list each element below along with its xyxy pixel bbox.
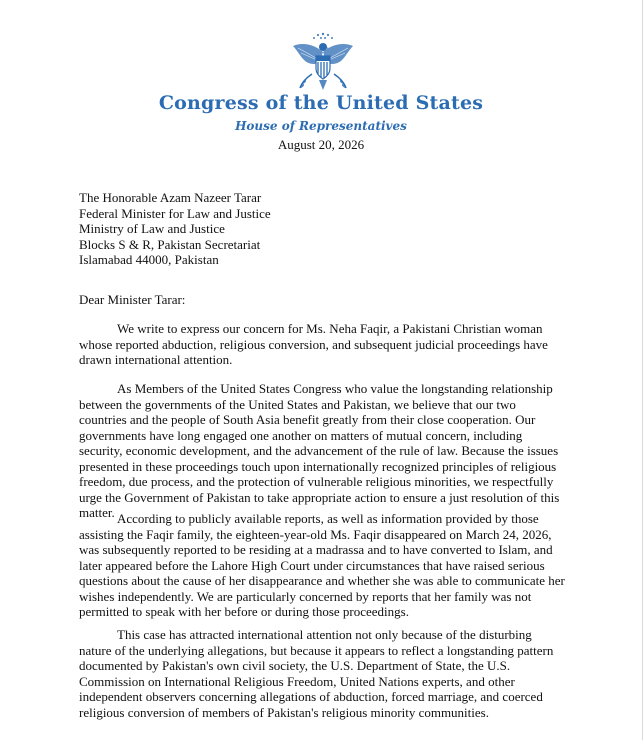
recipient-street: Blocks S & R, Pakistan Secretariat: [79, 236, 261, 252]
letter-date: August 20, 2026: [277, 137, 365, 152]
great-seal-eagle-icon: [290, 30, 356, 94]
recipient-name: The Honorable Azam Nazeer Tarar: [79, 190, 262, 205]
body-paragraph: We write to express our concern for Ms. Neha Faqir, a Pakistani Christian woman whose reported abduction, religious conversion, and subsequent judicial proceedings have drawn international attention.: [79, 321, 548, 367]
recipient-address: [79, 190, 271, 268]
recipient-title: Federal Minister for Law and Justice: [79, 205, 271, 221]
recipient-city: Islamabad 44000, Pakistan: [79, 252, 219, 267]
salutation: Dear Minister Tarar:: [79, 292, 186, 307]
body-paragraph: This case has attracted international attention not only because of the disturbing nature of the underlying allegations, but because it appears to reflect a longstanding pattern documented by Pakistan's own civil society, the U.S. Department of State, the U.S. Commission on International Religious Freedom, United Nations experts, and other independent observers concerning allegations of abduction, forced marriage, and coerced religious conversion of members of Pakistan's religious minority communities.: [79, 627, 554, 720]
body-paragraph: As Members of the United States Congress who value the longstanding relationship between the governments of the United States and Pakistan, we believe that our two countries and the people of South Asia benefit greatly from their close cooperation. Our governments have long engaged one another on matters of mutual concern, including security, economic development, and the advancement of the rule of law. Because the issues presented in these proceedings touch upon internationally recognized principles of religious freedom, due process, and the protection of vulnerable religious minorities, we respectfully urge the Government of Pakistan to take appropriate action to ensure a just resolution of this matter.: [79, 381, 560, 520]
recipient-ministry: Ministry of Law and Justice: [79, 221, 225, 236]
body-paragraph: According to publicly available reports, as well as information provided by those assisting the Faqir family, the eighteen-year-old Ms. Faqir disappeared on March 24, 2026, was subsequently reported to be residing at a madrassa and to have converted to Islam, and later appeared before the Lahore High Court under circumstances that have raised serious questions about the cause of her disappearance and whether she was able to communicate her wishes independently. We are particularly concerned by reports that her family was not permitted to speak with her before or during those proceedings.: [79, 511, 565, 619]
letterhead-title: Congress of the United States: [158, 92, 484, 114]
letterhead-subtitle: House of Representatives: [235, 119, 407, 133]
